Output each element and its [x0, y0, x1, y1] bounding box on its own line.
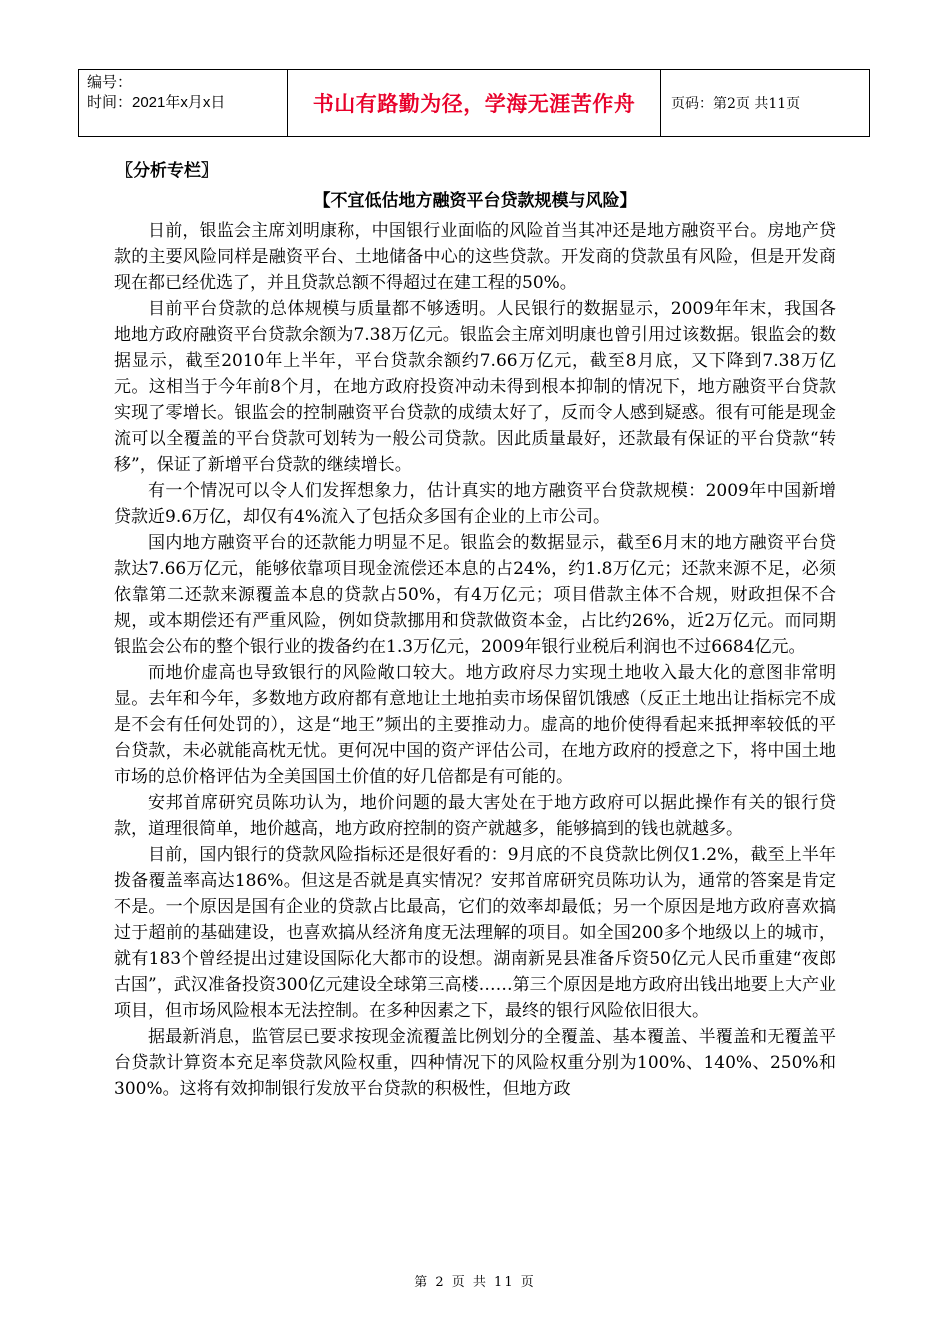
page-footer: 第 2 页 共 11 页: [414, 1275, 536, 1290]
document-code-label: 编号：: [87, 74, 133, 91]
header-page-info: 页码：第2页 共11页: [661, 70, 870, 137]
paragraph-8: 据最新消息，监管层已要求按现金流覆盖比例划分的全覆盖、基本覆盖、半覆盖和无覆盖平台贷款计算资本充足率贷款风险权重，四种情况下的风险权重分别为100%、140%、250%和300%。这将有效抑制银行发放平台贷款的积极性，但地方政: [114, 1027, 836, 1099]
section-tag: 〖分析专栏〗: [116, 161, 218, 181]
paragraph-7: 目前，国内银行的贷款风险指标还是很好看的：9月底的不良贷款比例仅1.2%，截至上半年拨备覆盖率高达186%。但这是否就是真实情况？安邦首席研究员陈功认为，通常的答案是肯定不是。一个原因是国有企业的贷款占比最高，它们的效率却最低；另一个原因是地方政府喜欢搞过于超前的基础建设，也喜欢搞从经济角度无法理解的项目。如全国200多个地级以上的城市，就有183个曾经提出过建设国际化大都市的设想。湖南新晃县准备斥资50亿元人民币重建“夜郎古国”，武汉准备投资300亿元建设全球第三高楼……第三个原因是地方政府出钱出地要上大产业项目，但市场风险根本无法控制。在多种因素之下，最终的银行风险依旧很大。: [114, 845, 836, 1021]
paragraph-5: 而地价虚高也导致银行的风险敞口较大。地方政府尽力实现土地收入最大化的意图非常明显。去年和今年，多数地方政府都有意地让土地拍卖市场保留饥饿感（反正土地出让指标完不成是不会有任何处罚的），这是“地王”频出的主要推动力。虚高的地价使得看起来抵押率较低的平台贷款，未必就能高枕无忧。更何况中国的资产评估公司，在地方政府的授意之下，将中国土地市场的总价格评估为全美国国土价值的好几倍都是有可能的。: [114, 663, 836, 787]
paragraph-2: 目前平台贷款的总体规模与质量都不够透明。人民银行的数据显示，2009年年末，我国各地地方政府融资平台贷款余额为7.38万亿元。银监会主席刘明康也曾引用过该数据。银监会的数据显示，截至2010年上半年，平台贷款余额约7.66万亿元，截至8月底，又下降到7.38万亿元。这相当于今年前8个月，在地方政府投资冲动未得到根本抑制的情况下，地方融资平台贷款实现了零增长。银监会的控制融资平台贷款的成绩太好了，反而令人感到疑惑。很有可能是现金流可以全覆盖的平台贷款可划转为一般公司贷款。因此质量最好，还款最有保证的平台贷款“转移”，保证了新增平台贷款的继续增长。: [114, 299, 836, 475]
document-header: [78, 69, 870, 137]
document-body: [114, 152, 836, 1102]
header-motto: 书山有路勤为径，学海无涯苦作舟: [288, 70, 661, 137]
paragraph-1: 日前，银监会主席刘明康称，中国银行业面临的风险首当其冲还是地方融资平台。房地产贷款的主要风险同样是融资平台、土地储备中心的这些贷款。开发商的贷款虽有风险，但是开发商现在都已经优选了，并且贷款总额不得超过在建工程的50%。: [114, 221, 836, 293]
article-title: 【不宜低估地方融资平台贷款规模与风险】: [313, 191, 637, 211]
paragraph-3: 有一个情况可以令人们发挥想象力，估计真实的地方融资平台贷款规模：2009年中国新增贷款近9.6万亿，却仅有4%流入了包括众多国有企业的上市公司。: [114, 481, 836, 527]
document-date: 时间：2021年x月x日: [87, 94, 226, 111]
header-meta-cell: [79, 70, 288, 137]
paragraph-4: 国内地方融资平台的还款能力明显不足。银监会的数据显示，截至6月末的地方融资平台贷款达7.66万亿元，能够依靠项目现金流偿还本息的占24%，约1.8万亿元；还款来源不足，必须依靠第二还款来源覆盖本息的贷款占50%，有4万亿元；项目借款主体不合规，财政担保不合规，或本期偿还有严重风险，例如贷款挪用和贷款做资本金，占比约26%，近2万亿元。而同期银监会公布的整个银行业的拨备约在1.3万亿元，2009年银行业税后利润也不过6684亿元。: [114, 533, 836, 657]
paragraph-6: 安邦首席研究员陈功认为，地价问题的最大害处在于地方政府可以据此操作有关的银行贷款，道理很简单，地价越高，地方政府控制的资产就越多，能够搞到的钱也就越多。: [114, 793, 836, 839]
